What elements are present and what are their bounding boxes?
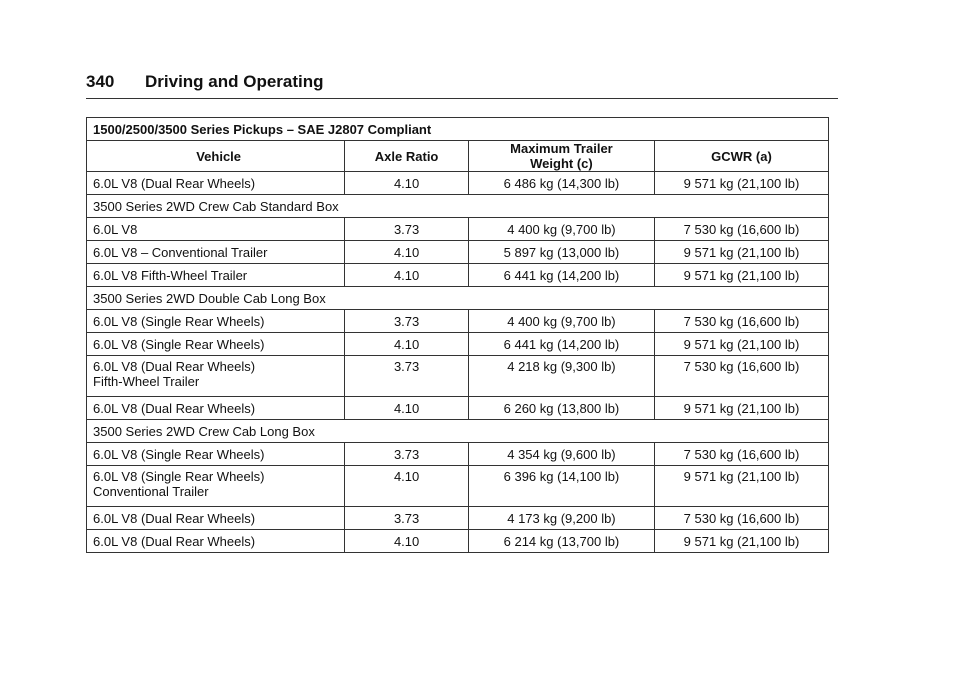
cell-max-trailer-weight: 6 441 kg (14,200 lb)	[468, 333, 654, 356]
vehicle-line: 6.0L V8 – Conventional Trailer	[93, 244, 268, 260]
cell-max-trailer-weight: 6 214 kg (13,700 lb)	[468, 530, 654, 553]
cell-gcwr: 7 530 kg (16,600 lb)	[654, 218, 828, 241]
table-row	[87, 241, 829, 264]
table-row	[87, 507, 829, 530]
vehicle-line: 6.0L V8 (Dual Rear Wheels)	[93, 359, 256, 374]
table-row	[87, 397, 829, 420]
cell-gcwr: 9 571 kg (21,100 lb)	[654, 397, 828, 420]
table-row	[87, 443, 829, 466]
vehicle-line: 6.0L V8 (Single Rear Wheels)	[93, 313, 265, 329]
cell-max-trailer-weight: 4 354 kg (9,600 lb)	[468, 443, 654, 466]
table-row	[87, 172, 829, 195]
page-header	[86, 70, 838, 99]
table-row	[87, 310, 829, 333]
cell-vehicle	[87, 264, 345, 287]
cell-axle-ratio: 4.10	[345, 397, 469, 420]
vehicle-line: Conventional Trailer	[93, 484, 209, 499]
table-body	[87, 172, 829, 553]
column-header-axle-ratio: Axle Ratio	[345, 141, 469, 172]
table-row	[87, 264, 829, 287]
section-label: 3500 Series 2WD Crew Cab Standard Box	[87, 195, 829, 218]
cell-vehicle	[87, 218, 345, 241]
section-row	[87, 195, 829, 218]
vehicle-line: 6.0L V8 (Dual Rear Wheels)	[93, 175, 256, 191]
cell-max-trailer-weight: 6 396 kg (14,100 lb)	[468, 466, 654, 507]
vehicle-line: 6.0L V8 (Single Rear Wheels)	[93, 446, 265, 462]
cell-axle-ratio: 3.73	[345, 443, 469, 466]
towing-spec-table	[86, 117, 829, 553]
cell-axle-ratio: 3.73	[345, 310, 469, 333]
cell-vehicle	[87, 397, 345, 420]
cell-max-trailer-weight: 4 400 kg (9,700 lb)	[468, 218, 654, 241]
section-label: 3500 Series 2WD Double Cab Long Box	[87, 287, 829, 310]
section-row	[87, 420, 829, 443]
vehicle-line: 6.0L V8 (Single Rear Wheels)	[93, 469, 265, 484]
cell-vehicle	[87, 172, 345, 195]
cell-axle-ratio: 4.10	[345, 466, 469, 507]
cell-gcwr: 7 530 kg (16,600 lb)	[654, 507, 828, 530]
cell-gcwr: 7 530 kg (16,600 lb)	[654, 443, 828, 466]
cell-max-trailer-weight: 4 173 kg (9,200 lb)	[468, 507, 654, 530]
cell-vehicle	[87, 443, 345, 466]
cell-vehicle	[87, 310, 345, 333]
section-label: 3500 Series 2WD Crew Cab Long Box	[87, 420, 829, 443]
vehicle-line: 6.0L V8 Fifth-Wheel Trailer	[93, 267, 248, 283]
cell-vehicle	[87, 507, 345, 530]
cell-vehicle	[87, 466, 345, 507]
cell-axle-ratio: 4.10	[345, 172, 469, 195]
cell-gcwr: 9 571 kg (21,100 lb)	[654, 264, 828, 287]
cell-gcwr: 9 571 kg (21,100 lb)	[654, 530, 828, 553]
column-header-max-trailer-weight	[468, 141, 654, 172]
table-row	[87, 218, 829, 241]
vehicle-line: 6.0L V8 (Dual Rear Wheels)	[93, 533, 256, 549]
cell-gcwr: 9 571 kg (21,100 lb)	[654, 333, 828, 356]
table-caption: 1500/2500/3500 Series Pickups – SAE J2807 Compliant	[87, 118, 829, 141]
cell-vehicle	[87, 530, 345, 553]
cell-gcwr: 7 530 kg (16,600 lb)	[654, 310, 828, 333]
cell-axle-ratio: 3.73	[345, 218, 469, 241]
cell-vehicle	[87, 241, 345, 264]
cell-max-trailer-weight: 5 897 kg (13,000 lb)	[468, 241, 654, 264]
cell-max-trailer-weight: 4 400 kg (9,700 lb)	[468, 310, 654, 333]
column-header-vehicle: Vehicle	[87, 141, 345, 172]
cell-axle-ratio: 4.10	[345, 333, 469, 356]
cell-gcwr: 7 530 kg (16,600 lb)	[654, 356, 828, 397]
vehicle-line: 6.0L V8 (Dual Rear Wheels)	[93, 510, 256, 526]
section-title: Driving and Operating	[145, 72, 324, 91]
vehicle-line: Fifth-Wheel Trailer	[93, 374, 200, 389]
cell-max-trailer-weight: 6 260 kg (13,800 lb)	[468, 397, 654, 420]
column-header-max-trailer-line1: Maximum Trailer	[510, 141, 613, 156]
vehicle-line: 6.0L V8	[93, 221, 138, 237]
vehicle-line: 6.0L V8 (Single Rear Wheels)	[93, 336, 265, 352]
cell-axle-ratio: 3.73	[345, 356, 469, 397]
cell-max-trailer-weight: 6 486 kg (14,300 lb)	[468, 172, 654, 195]
cell-gcwr: 9 571 kg (21,100 lb)	[654, 241, 828, 264]
cell-vehicle	[87, 356, 345, 397]
table-row	[87, 530, 829, 553]
cell-max-trailer-weight: 4 218 kg (9,300 lb)	[468, 356, 654, 397]
cell-axle-ratio: 3.73	[345, 507, 469, 530]
cell-gcwr: 9 571 kg (21,100 lb)	[654, 466, 828, 507]
table-row	[87, 333, 829, 356]
table-row	[87, 356, 829, 397]
vehicle-line: 6.0L V8 (Dual Rear Wheels)	[93, 400, 256, 416]
table-row	[87, 466, 829, 507]
page-number: 340	[86, 72, 115, 91]
cell-axle-ratio: 4.10	[345, 241, 469, 264]
cell-gcwr: 9 571 kg (21,100 lb)	[654, 172, 828, 195]
cell-axle-ratio: 4.10	[345, 530, 469, 553]
section-row	[87, 287, 829, 310]
cell-axle-ratio: 4.10	[345, 264, 469, 287]
column-header-max-trailer-line2: Weight (c)	[530, 156, 593, 171]
column-header-gcwr: GCWR (a)	[654, 141, 828, 172]
cell-vehicle	[87, 333, 345, 356]
cell-max-trailer-weight: 6 441 kg (14,200 lb)	[468, 264, 654, 287]
table-header-row	[87, 141, 829, 172]
